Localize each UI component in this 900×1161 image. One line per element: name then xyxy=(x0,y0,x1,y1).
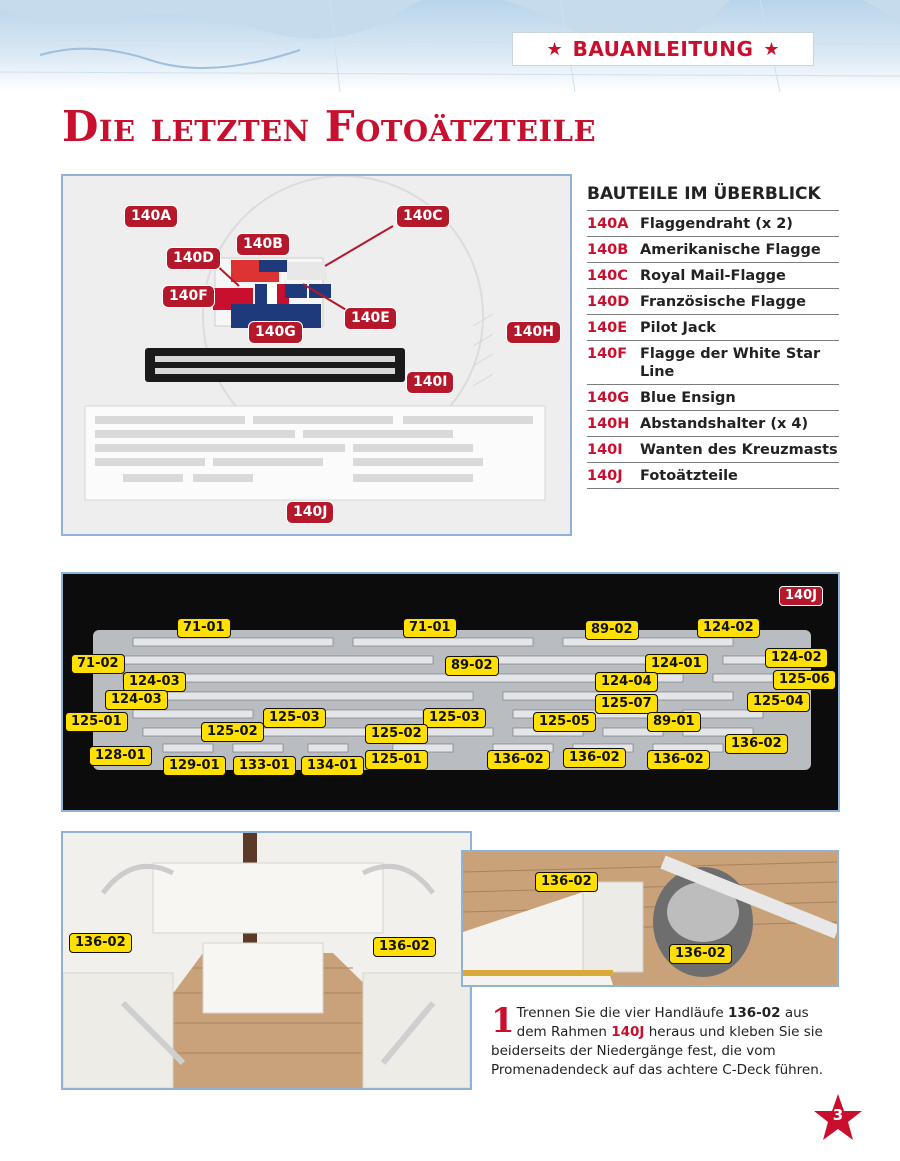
part-label: 124-02 xyxy=(697,618,760,638)
part-label: 134-01 xyxy=(301,756,364,776)
callout-140e: 140E xyxy=(345,308,396,329)
star-icon: ★ xyxy=(763,38,780,60)
closeup-photo xyxy=(461,850,839,987)
section-tag xyxy=(512,32,814,66)
part-code: 140E xyxy=(587,320,628,336)
part-name: Fotoätzteile xyxy=(640,468,738,484)
part-row xyxy=(587,410,839,436)
callout-140c: 140C xyxy=(397,206,449,227)
step-text: aus dem Rahmen xyxy=(516,1005,809,1040)
fret-photo xyxy=(61,572,840,812)
part-row xyxy=(587,210,839,236)
deck-photo xyxy=(61,831,472,1090)
handrail-label: 136-02 xyxy=(669,944,732,964)
part-name: Flaggendraht (x 2) xyxy=(640,216,793,232)
part-label: 71-01 xyxy=(177,618,231,638)
part-code: 140F xyxy=(587,346,628,362)
part-code: 140C xyxy=(587,268,628,284)
photo-etch-fret xyxy=(93,630,811,770)
page-number: 3 xyxy=(832,1106,844,1124)
part-name: Pilot Jack xyxy=(640,320,716,336)
callout-140g: 140G xyxy=(249,322,302,343)
part-label: 125-02 xyxy=(365,724,428,744)
part-name: Französische Flagge xyxy=(640,294,806,310)
part-label: 136-02 xyxy=(725,734,788,754)
callout-140f: 140F xyxy=(163,286,214,307)
part-row xyxy=(587,314,839,340)
part-label: 125-03 xyxy=(423,708,486,728)
callout-140d: 140D xyxy=(167,248,220,269)
callout-140b: 140B xyxy=(237,234,289,255)
part-name: Flagge der White Star Line xyxy=(640,346,821,380)
part-name: Wanten des Kreuzmasts xyxy=(640,442,838,458)
part-row xyxy=(587,462,839,489)
parts-photo xyxy=(61,174,572,536)
fret-detail xyxy=(93,630,811,770)
page-title: Die letzten Fotoätzteile xyxy=(62,102,597,151)
part-label: 125-07 xyxy=(595,694,658,714)
handrail-label: 136-02 xyxy=(69,933,132,953)
handrail-label: 136-02 xyxy=(373,937,436,957)
part-label: 124-01 xyxy=(645,654,708,674)
part-code: 140I xyxy=(587,442,623,458)
fret-sheet-label: 140J xyxy=(779,586,823,606)
part-code: 140H xyxy=(587,416,630,432)
page-number-badge xyxy=(812,1092,864,1144)
part-label: 133-01 xyxy=(233,756,296,776)
part-code: 140G xyxy=(587,390,630,406)
part-label: 71-01 xyxy=(403,618,457,638)
closeup-illustration xyxy=(463,852,837,985)
part-code: 140D xyxy=(587,294,630,310)
callout-140j: 140J xyxy=(287,502,333,523)
step-number: 1 xyxy=(491,1001,515,1041)
part-label: 125-03 xyxy=(263,708,326,728)
part-label: 89-02 xyxy=(445,656,499,676)
part-label: 128-01 xyxy=(89,746,152,766)
part-row xyxy=(587,288,839,314)
part-name: Blue Ensign xyxy=(640,390,736,406)
part-row xyxy=(587,436,839,462)
callout-140h: 140H xyxy=(507,322,560,343)
part-row xyxy=(587,384,839,410)
part-label: 125-01 xyxy=(365,750,428,770)
part-label: 71-02 xyxy=(71,654,125,674)
section-label: BAUANLEITUNG xyxy=(572,37,754,61)
part-code: 140B xyxy=(587,242,629,258)
parts-photo-illustration xyxy=(63,176,570,534)
step-part-ref: 136-02 xyxy=(727,1005,781,1021)
step-instruction xyxy=(491,1001,841,1080)
part-row xyxy=(587,340,839,384)
parts-list xyxy=(587,184,839,489)
map-header-banner xyxy=(0,0,900,92)
part-row xyxy=(587,236,839,262)
part-row xyxy=(587,262,839,288)
callout-140i: 140I xyxy=(407,372,453,393)
part-label: 129-01 xyxy=(163,756,226,776)
part-label: 124-03 xyxy=(123,672,186,692)
part-label: 125-06 xyxy=(773,670,836,690)
part-name: Royal Mail-Flagge xyxy=(640,268,786,284)
part-label: 125-01 xyxy=(65,712,128,732)
deck-illustration xyxy=(63,833,470,1088)
part-label: 136-02 xyxy=(647,750,710,770)
part-label: 125-05 xyxy=(533,712,596,732)
part-label: 89-02 xyxy=(585,620,639,640)
part-label: 124-02 xyxy=(765,648,828,668)
part-code: 140A xyxy=(587,216,629,232)
parts-list-heading: BAUTEILE IM ÜBERBLICK xyxy=(587,184,821,204)
callout-140a: 140A xyxy=(125,206,177,227)
part-label: 125-04 xyxy=(747,692,810,712)
part-label: 136-02 xyxy=(487,750,550,770)
part-label: 136-02 xyxy=(563,748,626,768)
part-name: Amerikanische Flagge xyxy=(640,242,821,258)
part-label: 124-04 xyxy=(595,672,658,692)
handrail-label: 136-02 xyxy=(535,872,598,892)
part-code: 140J xyxy=(587,468,623,484)
star-icon: ★ xyxy=(546,38,563,60)
step-text: Trennen Sie die vier Handläufe xyxy=(516,1005,728,1021)
part-label: 125-02 xyxy=(201,722,264,742)
step-text: heraus und kleben Sie sie beiderseits der Niedergänge fest, die vom Promenadendeck auf das achtere C-Deck führen. xyxy=(491,1024,824,1078)
step-part-ref: 140J xyxy=(611,1024,645,1040)
part-label: 89-01 xyxy=(647,712,701,732)
part-label: 124-03 xyxy=(105,690,168,710)
part-name: Abstandshalter (x 4) xyxy=(640,416,809,432)
